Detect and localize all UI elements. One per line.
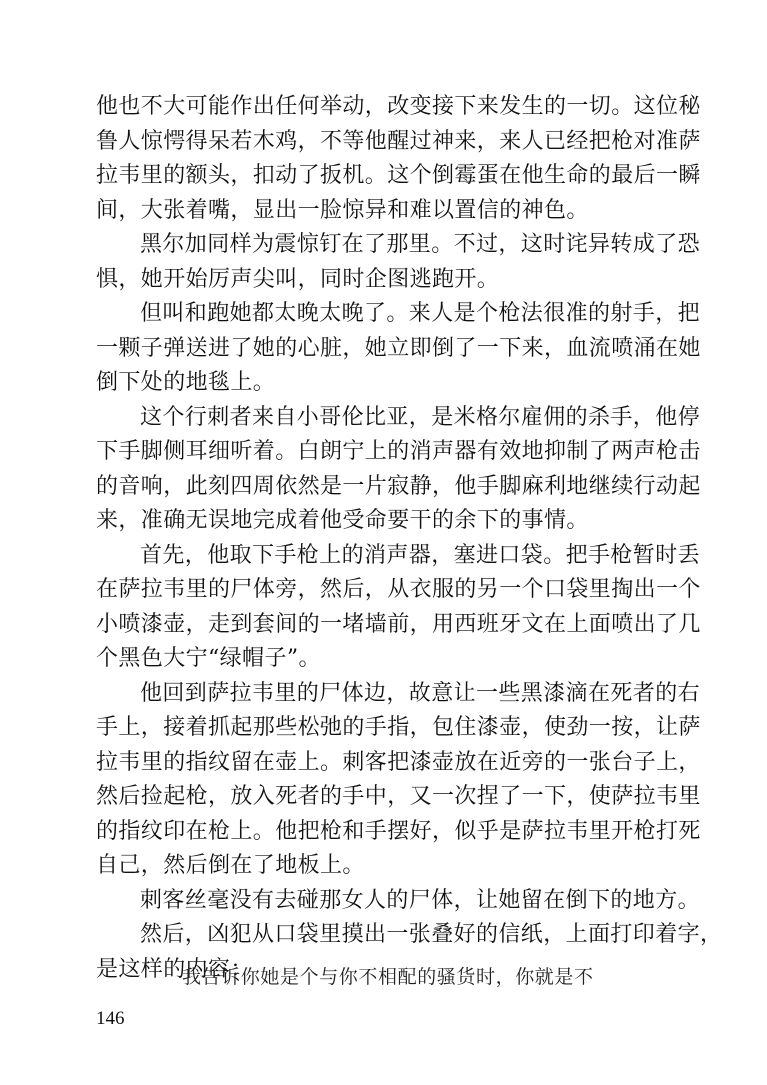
text-line: 倒下处的地毯上。 [96, 370, 276, 395]
text-line: 小喷漆壶，走到套间的一堵墙前，用西班牙文在上面喷出了几 [96, 611, 701, 637]
paragraph-start-line: 这个行刺者来自小哥伦比亚，是米格尔雇佣的杀手，他停 [140, 404, 701, 430]
text-line: 然后捡起枪，放入死者的手中，又一次捏了一下，使萨拉韦里 [96, 784, 701, 809]
paragraph-start-line: 刺客丝毫没有去碰那女人的尸体，让她留在倒下的地方。 [140, 887, 701, 913]
text-line: 的指纹印在枪上。他把枪和手摆好，似乎是萨拉韦里开枪打死 [96, 818, 701, 844]
text-line: 他也不大可能作出任何举动，改变接下来发生的一切。这位秘 [96, 94, 701, 119]
paragraph-start-line: 首先，他取下手枪上的消声器，塞进口袋。把手枪暂时丢 [140, 542, 701, 568]
text-line: 手上，接着抓起那些松弛的手指，包住漆壶，使劲一按，让萨 [96, 715, 701, 740]
paragraph-start-line: 然后，凶犯从口袋里摸出一张叠好的信纸，上面打印着字， [140, 922, 723, 947]
text-line: 一颗子弹送进了她的心脏，她立即倒了一下来，血流喷涌在她 [96, 335, 701, 361]
text-line: 个黑色大宁“绿帽子”。 [96, 646, 321, 671]
paragraph-start-line: 但叫和跑她都太晚太晚了。来人是个枪法很准的射手，把 [140, 301, 701, 326]
text-line: 自己，然后倒在了地板上。 [96, 853, 365, 878]
paragraph-start-line: 他回到萨拉韦里的尸体边，故意让一些黑漆滴在死者的右 [140, 680, 701, 706]
paragraph-start-line: 黑尔加同样为震惊钉在了那里。不过，这时诧异转成了恐 [140, 232, 701, 257]
text-line: 下手脚侧耳细听着。白朗宁上的消声器有效地抑制了两声枪击 [96, 439, 701, 464]
quoted-letter-text: 我告诉你她是个与你不相配的骚货时，你就是不 [182, 966, 594, 988]
text-line: 在萨拉韦里的尸体旁，然后，从衣服的另一个口袋里掏出一个 [96, 577, 701, 602]
body-text [96, 90, 723, 987]
text-line: 来，准确无误地完成着他受命要干的余下的事情。 [96, 508, 589, 533]
text-line: 惧，她开始厉声尖叫，同时企图逃跑开。 [96, 266, 500, 292]
text-line: 的音响，此刻四周依然是一片寂静，他手脚麻利地继续行动起 [96, 473, 701, 499]
page-number: 146 [96, 1008, 125, 1029]
text-line: 拉韦里的额头，扣动了扳机。这个倒霉蛋在他生命的最后一瞬 [96, 163, 701, 188]
text-line: 鲁人惊愕得呆若木鸡，不等他醒过神来，来人已经把枪对准萨 [96, 128, 701, 154]
text-line: 拉韦里的指纹留在壶上。刺客把漆壶放在近旁的一张台子上， [96, 749, 701, 775]
text-line: 是这样的内容： [96, 956, 253, 982]
text-line: 间，大张着嘴，显出一脸惊异和难以置信的神色。 [96, 197, 589, 223]
